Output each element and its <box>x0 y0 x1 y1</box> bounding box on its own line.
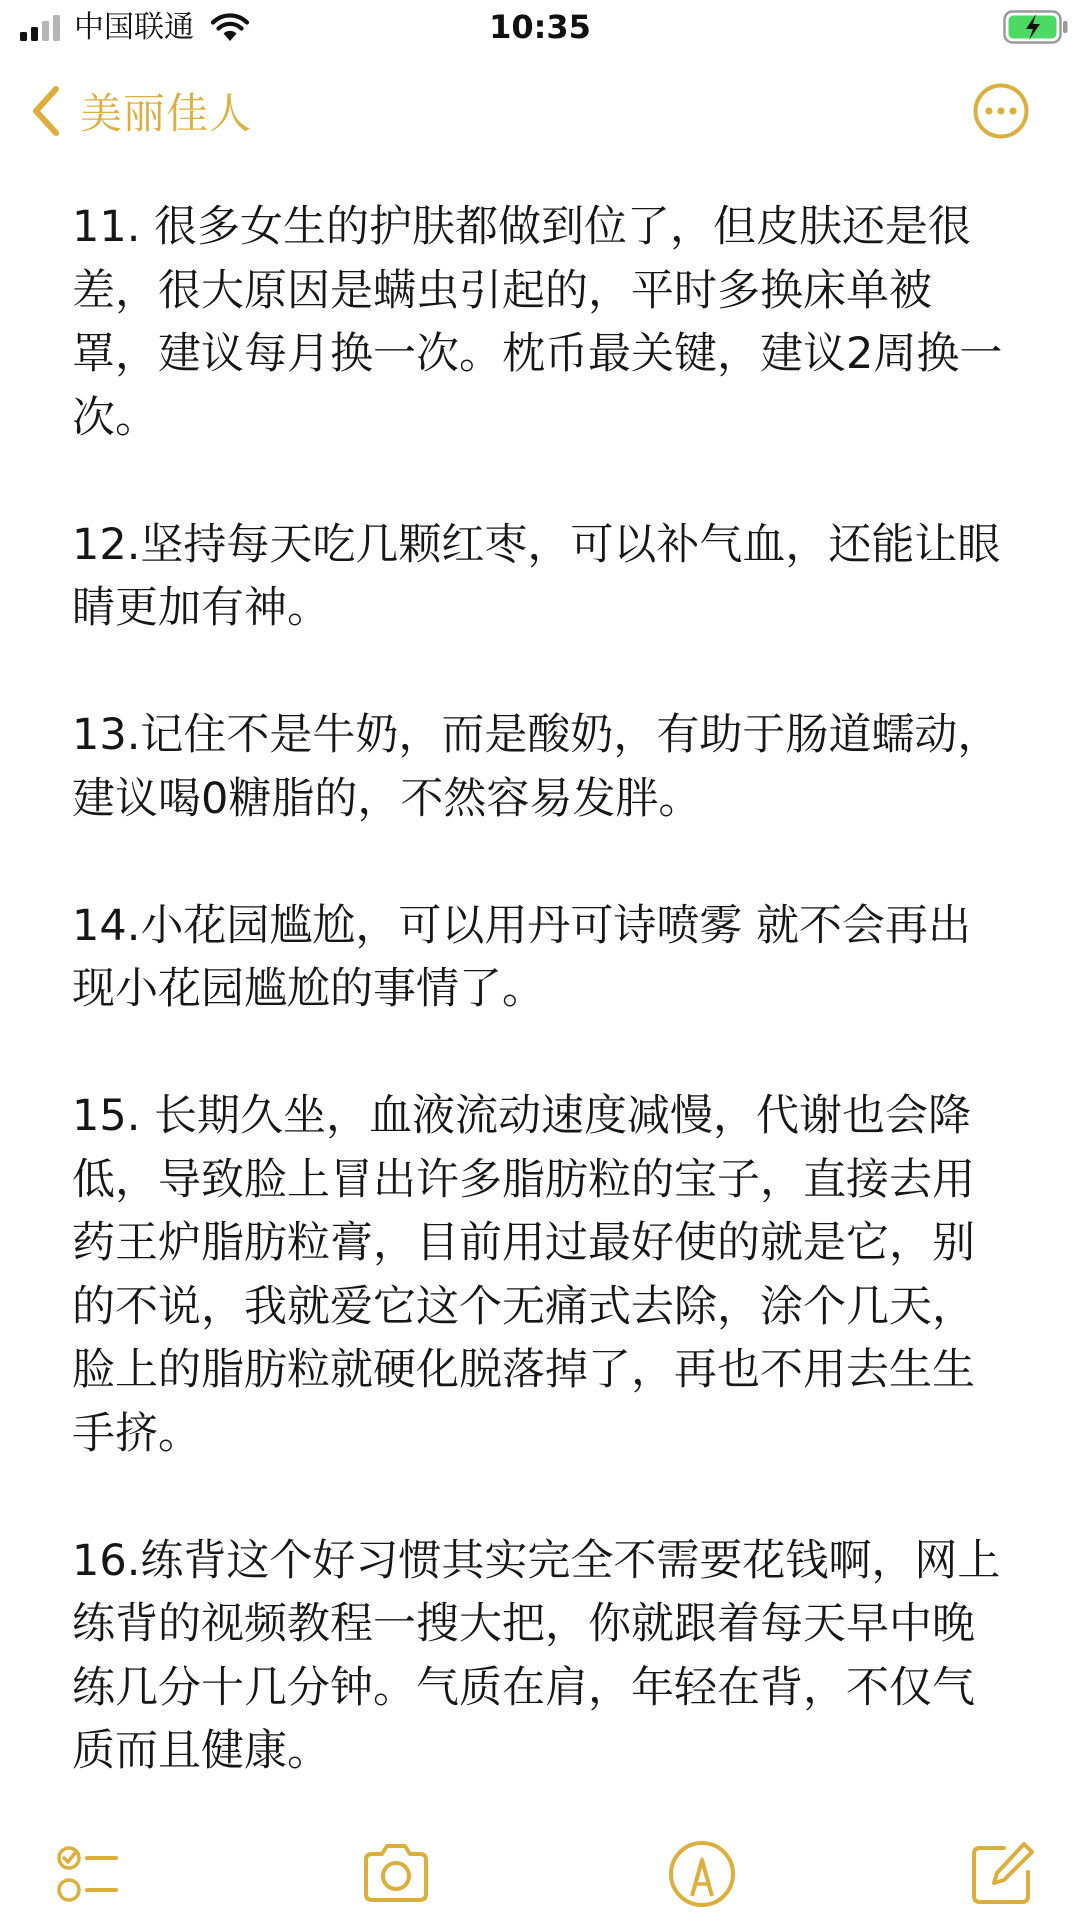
compose-icon <box>964 1836 1040 1912</box>
note-paragraph: 13.记住不是牛奶，而是酸奶，有助于肠道蠕动，建议喝0糖脂的，不然容易发胖。 <box>72 710 1001 824</box>
navigation-bar <box>0 66 1080 156</box>
back-button[interactable] <box>28 78 252 144</box>
checklist-button[interactable] <box>52 1836 128 1912</box>
chevron-left-icon <box>28 83 62 139</box>
wifi-icon <box>210 12 250 42</box>
bottom-toolbar <box>0 1836 1080 1920</box>
checklist-icon <box>52 1836 128 1912</box>
status-bar <box>0 0 1080 56</box>
markup-button[interactable] <box>664 1836 740 1912</box>
back-folder-label: 美丽佳人 <box>80 89 253 138</box>
signal-icon <box>20 15 64 41</box>
more-options-button[interactable] <box>972 82 1030 140</box>
note-paragraph: 12.坚持每天吃几颗红枣，可以补气血，还能让眼睛更加有神。 <box>72 519 1001 633</box>
note-paragraph: 15. 长期久坐，血液流动速度减慢，代谢也会降低，导致脸上冒出许多脂肪粒的宝子，直接去用药王炉脂肪粒膏，目前用过最好使的就是它，别的不说，我就爱它这个无痛式去除，涂个几天，脸上的脂肪粒就硬化脱落掉了，再也不用去生生手挤。 <box>72 1091 975 1459</box>
carrier-name: 中国联通 <box>74 10 194 45</box>
note-body[interactable] <box>72 196 1012 1784</box>
note-paragraph: 11. 很多女生的护肤都做到位了，但皮肤还是很差，很大原因是螨虫引起的，平时多换床单被罩，建议每月换一次。枕币最关键，建议2周换一次。 <box>72 202 1003 443</box>
camera-button[interactable] <box>358 1836 434 1912</box>
status-time: 10:35 <box>489 8 591 46</box>
compose-button[interactable] <box>964 1836 1040 1912</box>
camera-icon <box>358 1836 434 1912</box>
note-paragraph: 14.小花园尴尬，可以用丹可诗喷雾 就不会再出现小花园尴尬的事情了。 <box>72 900 972 1014</box>
note-paragraph: 16.练背这个好习惯其实完全不需要花钱啊，网上练背的视频教程一搜大把，你就跟着每天早中晚练几分十几分钟。气质在肩，年轻在背，不仅气质而且健康。 <box>72 1535 1001 1776</box>
ellipsis-circle-icon <box>972 82 1030 140</box>
markup-icon <box>664 1836 740 1912</box>
battery-charging-icon <box>1003 10 1069 44</box>
